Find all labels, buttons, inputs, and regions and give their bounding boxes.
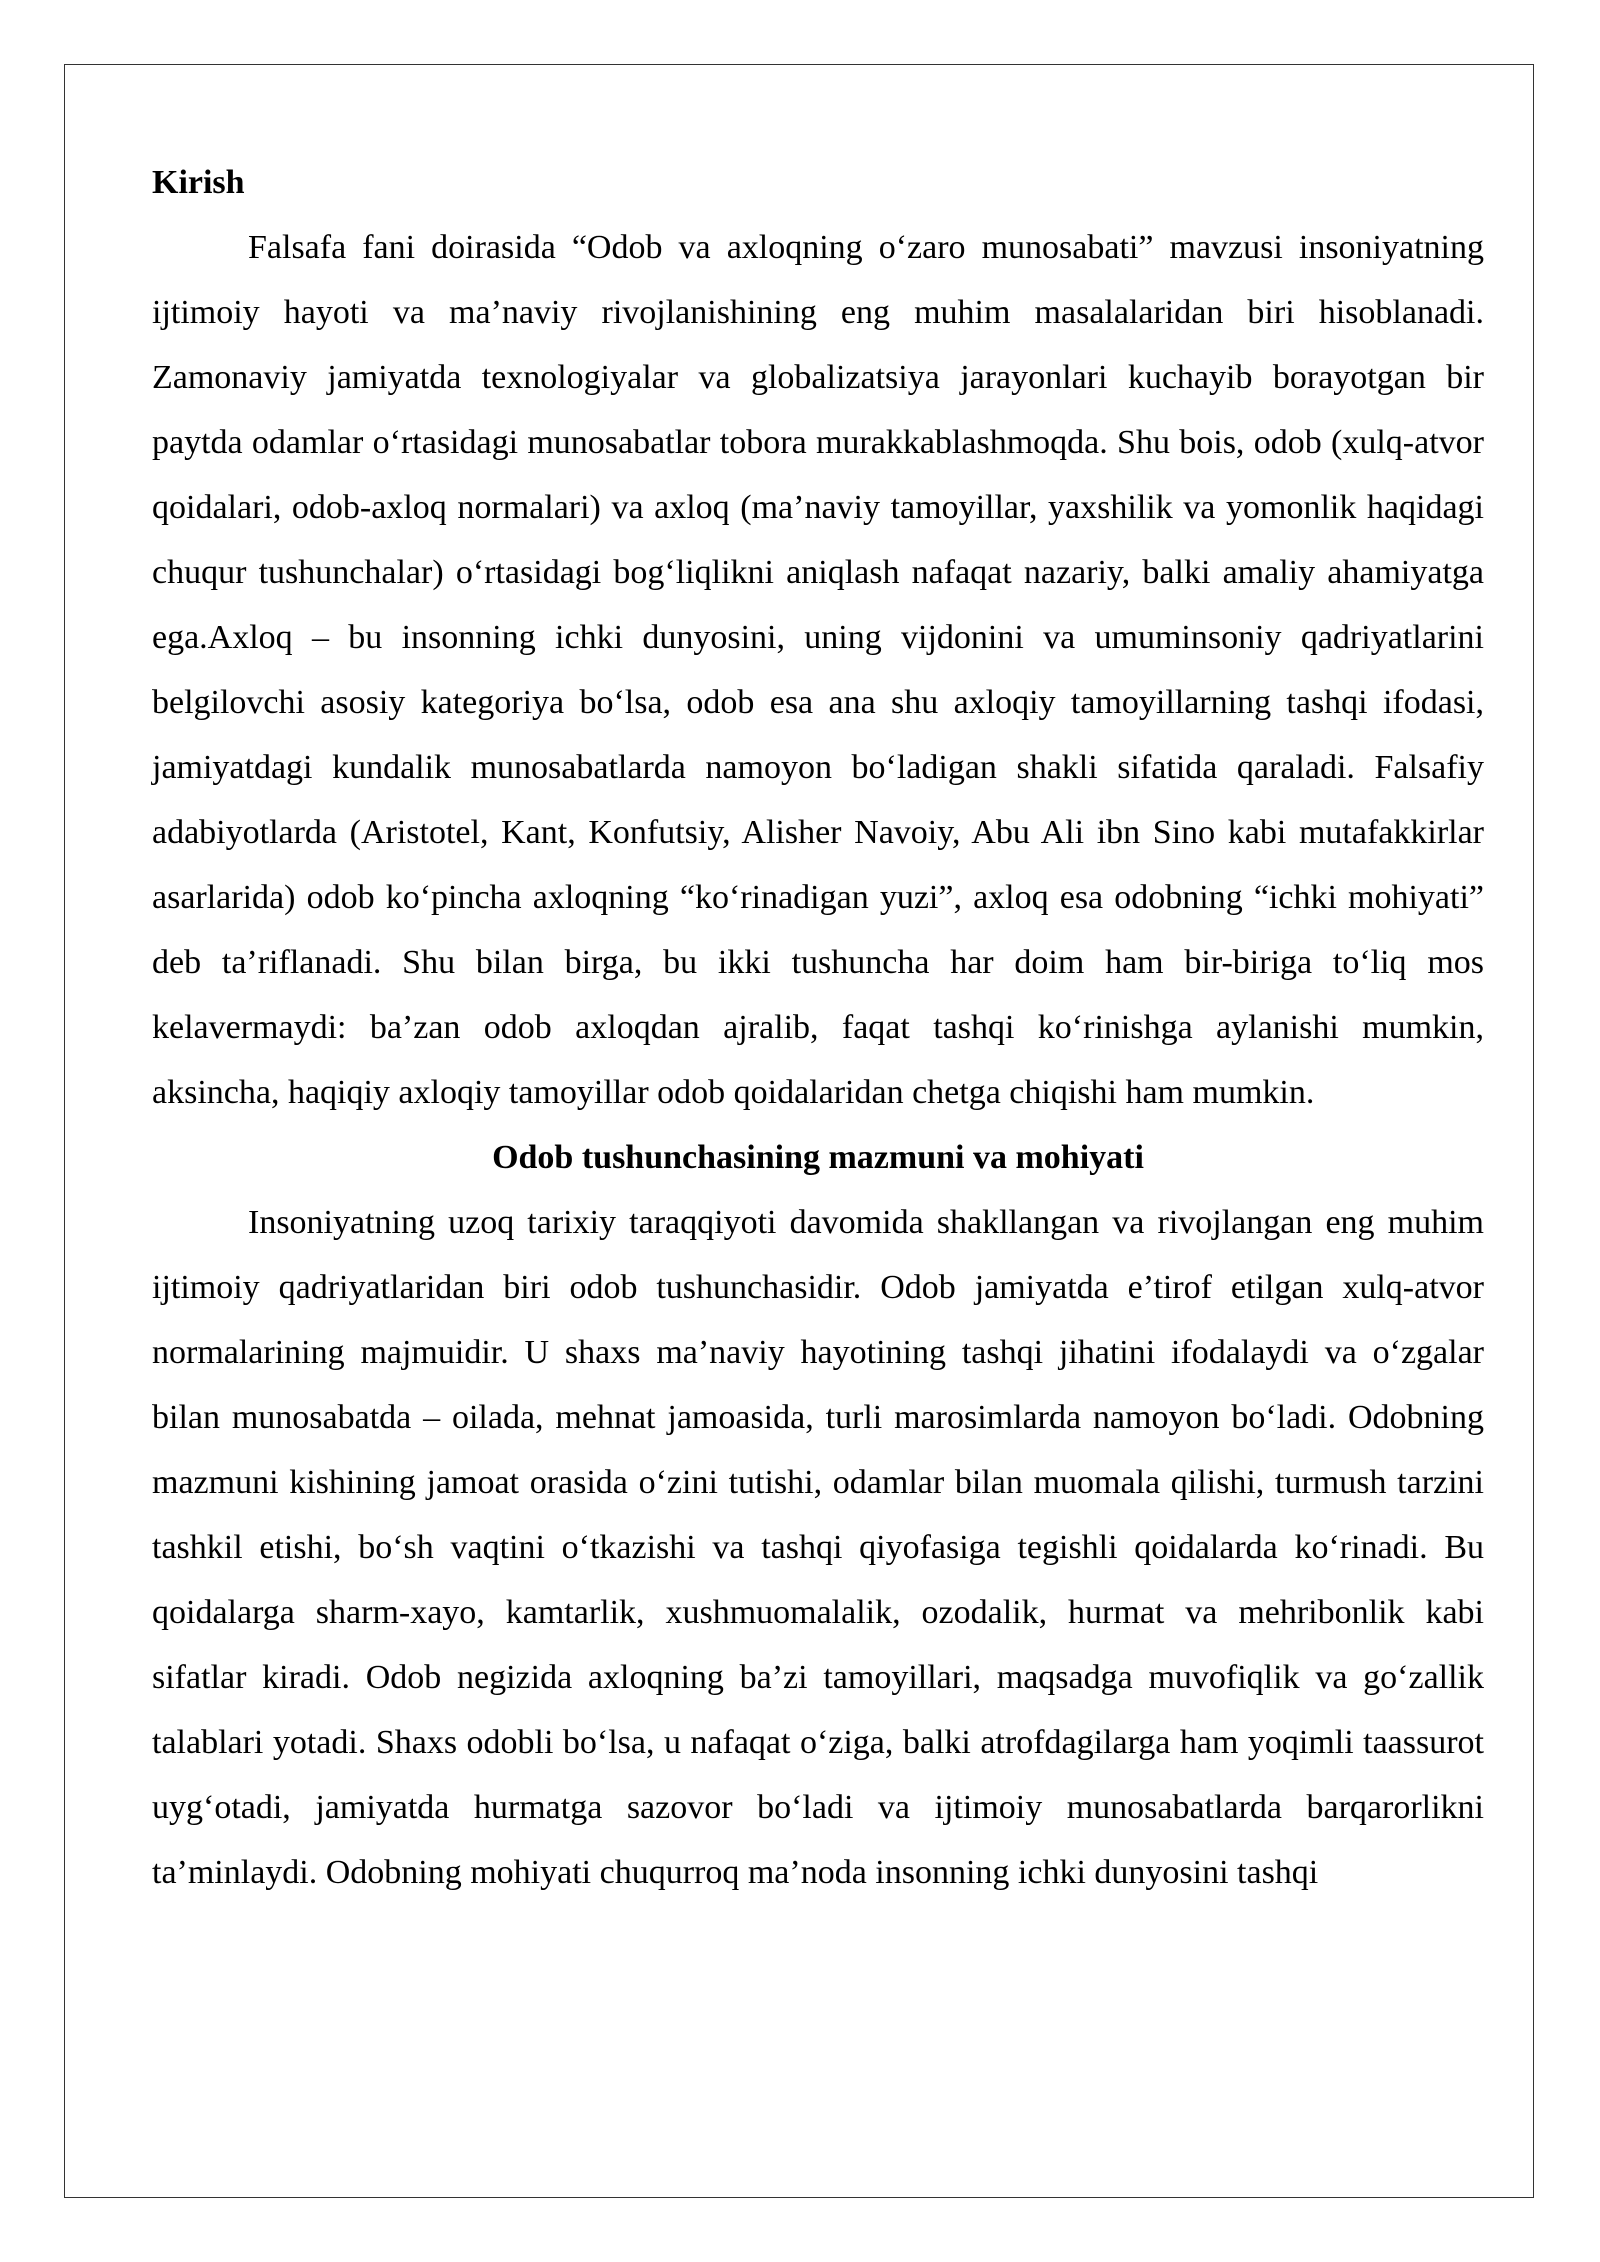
intro-heading: Kirish (152, 164, 245, 201)
section-paragraph: Insoniyatning uzoq tarixiy taraqqiyoti davomida shakllangan va rivojlangan eng muhim ijtimoiy qadriyatlaridan biri odob tushunchasidir. Odob jamiyatda e’tirof etilgan xulq-atvor normalarining majmuidir. U shaxs ma’naviy hayotining tashqi jihatini ifodalaydi va o‘zgalar bilan munosabatda – oilada, mehnat jamoasida, turli marosimlarda namoyon bo‘ladi. Odobning mazmuni kishining jamoat orasida o‘zini tutishi, odamlar bilan muomala qilishi, turmush tarzini tashkil etishi, bo‘sh vaqtini o‘tkazishi va tashqi qiyofasiga tegishli qoidalarda ko‘rinadi. Bu qoidalarga sharm-xayo, kamtarlik, xushmuomalalik, ozodalik, hurmat va mehribonlik kabi sifatlar kiradi. Odob negizida axloqning ba’zi tamoyillari, maqsadga muvofiqlik va go‘zallik talablari yotadi. Shaxs odobli bo‘lsa, u nafaqat o‘ziga, balki atrofdagilarga ham yoqimli taassurot uyg‘otadi, jamiyatda hurmatga sazovor bo‘ladi va ijtimoiy munosabatlarda barqarorlikni ta’minlaydi. Odobning mohiyati chuqurroq ma’noda insonning ichki dunyosini tashqi (152, 1204, 1484, 1891)
document-body (152, 150, 1484, 1905)
section-heading: Odob tushunchasining mazmuni va mohiyati (492, 1139, 1144, 1176)
intro-paragraph: Falsafa fani doirasida “Odob va axloqning o‘zaro munosabati” mavzusi insoniyatning ijtimoiy hayoti va ma’naviy rivojlanishining eng muhim masalalaridan biri hisoblanadi. Zamonaviy jamiyatda texnologiyalar va globalizatsiya jarayonlari kuchayib borayotgan bir paytda odamlar o‘rtasidagi munosabatlar tobora murakkablashmoqda. Shu bois, odob (xulq-atvor qoidalari, odob-axloq normalari) va axloq (ma’naviy tamoyillar, yaxshilik va yomonlik haqidagi chuqur tushunchalar) o‘rtasidagi bog‘liqlikni aniqlash nafaqat nazariy, balki amaliy ahamiyatga ega.Axloq – bu insonning ichki dunyosini, uning vijdonini va umuminsoniy qadriyatlarini belgilovchi asosiy kategoriya bo‘lsa, odob esa ana shu axloqiy tamoyillarning tashqi ifodasi, jamiyatdagi kundalik munosabatlarda namoyon bo‘ladigan shakli sifatida qaraladi. Falsafiy adabiyotlarda (Aristotel, Kant, Konfutsiy, Alisher Navoiy, Abu Ali ibn Sino kabi mutafakkirlar asarlarida) odob ko‘pincha axloqning “ko‘rinadigan yuzi”, axloq esa odobning “ichki mohiyati” deb ta’riflanadi. Shu bilan birga, bu ikki tushuncha har doim ham bir-biriga to‘liq mos kelavermaydi: ba’zan odob axloqdan ajralib, faqat tashqi ko‘rinishga aylanishi mumkin, aksincha, haqiqiy axloqiy tamoyillar odob qoidalaridan chetga chiqishi ham mumkin. (152, 229, 1484, 1111)
